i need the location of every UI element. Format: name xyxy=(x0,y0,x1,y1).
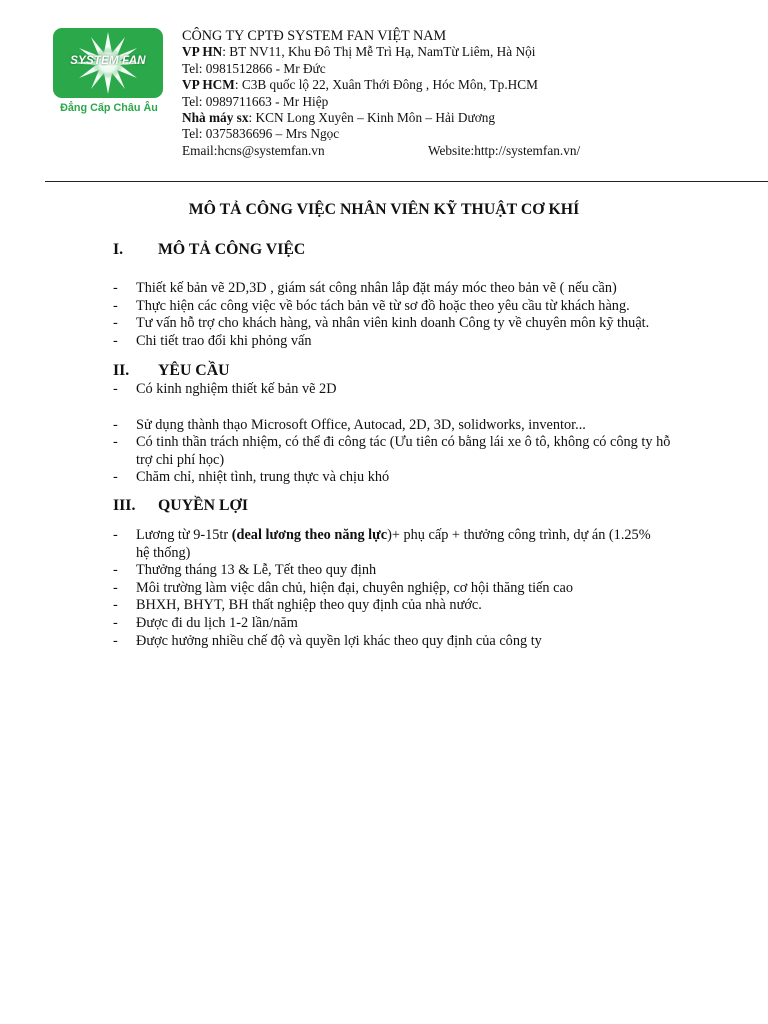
benefits-list xyxy=(113,527,688,650)
list-item-text: Có tinh thần trách nhiệm, có thể đi công tác (Ưu tiên có bằng lái xe ô tô, không có công ty hỗ trợ chi phí học) xyxy=(136,434,671,468)
bullet-dash: - xyxy=(113,315,118,332)
section-number: III. xyxy=(113,497,136,514)
vp-hcm-label: VP HCM xyxy=(182,77,235,93)
bullet-dash: - xyxy=(113,332,118,349)
list-item xyxy=(113,633,688,651)
list-item xyxy=(113,469,688,487)
bullet-dash: - xyxy=(113,416,118,433)
section-heading-benefits xyxy=(113,497,248,515)
list-item xyxy=(113,615,688,633)
list-item xyxy=(113,315,688,333)
requirements-list xyxy=(113,381,688,487)
list-item-text: Tư vấn hỗ trợ cho khách hàng, và nhân viên kinh doanh Công ty về chuyên môn kỹ thuật. xyxy=(136,315,650,332)
salary-prefix: Lương từ 9-15tr xyxy=(136,527,232,543)
document-title xyxy=(0,201,768,219)
bullet-dash: - xyxy=(113,297,118,314)
section-number: II. xyxy=(113,362,130,379)
bullet-dash: - xyxy=(113,614,118,631)
list-item-text: Thực hiện các công việc về bóc tách bản vẽ từ sơ đồ hoặc theo yêu cầu từ khách hàng. xyxy=(136,297,630,314)
vp-hn-line xyxy=(182,44,538,60)
list-item-text: Thưởng tháng 13 & Lễ, Tết theo quy định xyxy=(136,562,377,579)
list-item-text: Chăm chỉ, nhiệt tình, trung thực và chịu khó xyxy=(136,469,390,486)
bullet-dash: - xyxy=(113,434,118,451)
bullet-dash: - xyxy=(113,527,118,543)
section-title: QUYỀN LỢI xyxy=(158,497,248,514)
list-item xyxy=(113,562,688,580)
logo-badge xyxy=(53,28,163,98)
vp-hcm-address: : C3B quốc lộ 22, Xuân Thới Đông , Hóc Môn, Tp.HCM xyxy=(234,77,538,93)
vp-hcm-line xyxy=(182,77,538,93)
list-item xyxy=(113,417,688,435)
list-item-text: Có kinh nghiệm thiết kế bản vẽ 2D xyxy=(136,381,337,397)
list-item xyxy=(113,580,688,598)
list-item xyxy=(113,298,688,316)
website-text: Website:http://systemfan.vn/ xyxy=(428,142,581,158)
salary-suffix: )+ phụ cấp + thưởng công trình, dự án (1.25% hệ thống) xyxy=(136,527,651,561)
list-item-text: Được hưởng nhiều chế độ và quyền lợi khác theo quy định của công ty xyxy=(136,632,542,649)
document-title-text: MÔ TẢ CÔNG VIỆC NHÂN VIÊN KỸ THUẬT CƠ KHÍ xyxy=(188,201,580,218)
email-text: Email:hcns@systemfan.vn xyxy=(182,142,325,158)
list-item xyxy=(113,280,688,298)
vp-hn-address: : BT NV11, Khu Đô Thị Mễ Trì Hạ, NamTừ Liêm, Hà Nội xyxy=(222,44,536,60)
company-logo xyxy=(53,28,165,118)
factory-label: Nhà máy sx xyxy=(182,109,249,125)
bullet-dash: - xyxy=(113,469,118,486)
list-item-text: Sử dụng thành thạo Microsoft Office, Autocad, 2D, 3D, solidworks, inventor... xyxy=(136,416,586,433)
list-item xyxy=(113,381,688,399)
logo-tagline: Đẳng Cấp Châu Âu xyxy=(60,102,158,114)
list-item xyxy=(113,597,688,615)
list-item-text: Được đi du lịch 1-2 lần/năm xyxy=(136,614,298,631)
list-item-text: Thiết kế bản vẽ 2D,3D , giám sát công nhân lắp đặt máy móc theo bản vẽ ( nếu cần) xyxy=(136,280,617,296)
logo-name: SYSTEM FAN xyxy=(70,55,146,67)
bullet-dash: - xyxy=(113,280,118,296)
contact-line xyxy=(182,142,581,159)
list-item xyxy=(113,527,656,562)
bullet-dash: - xyxy=(113,562,118,579)
list-item-text: Chi tiết trao đổi khi phỏng vấn xyxy=(136,332,312,349)
section-title: MÔ TẢ CÔNG VIỆC xyxy=(158,241,306,258)
factory-line xyxy=(182,110,538,126)
bullet-dash: - xyxy=(113,381,118,397)
list-item xyxy=(113,333,688,351)
header-divider xyxy=(45,181,768,182)
company-title: CÔNG TY CPTĐ SYSTEM FAN VIỆT NAM xyxy=(182,28,447,44)
section-title: YÊU CẦU xyxy=(158,362,230,379)
list-item xyxy=(113,434,676,469)
bullet-dash: - xyxy=(113,597,118,614)
bullet-dash: - xyxy=(113,632,118,649)
factory-tel: Tel: 0375836696 – Mrs Ngọc xyxy=(182,126,340,142)
spacer xyxy=(113,399,688,417)
factory-address: : KCN Long Xuyên – Kinh Môn – Hải Dương xyxy=(248,109,496,125)
list-item-text: BHXH, BHYT, BH thất nghiệp theo quy định của nhà nước. xyxy=(136,597,482,614)
section-number: I. xyxy=(113,241,124,258)
list-item-text: Môi trường làm việc dân chủ, hiện đại, chuyên nghiệp, cơ hội thăng tiến cao xyxy=(136,579,573,596)
section-heading-job-description xyxy=(113,241,305,259)
vp-hn-label: VP HN xyxy=(182,44,223,60)
company-info xyxy=(182,28,581,159)
vp-hn-tel: Tel: 0981512866 - Mr Đức xyxy=(182,60,326,76)
section-heading-requirements xyxy=(113,362,230,380)
salary-bold: (deal lương theo năng lực xyxy=(231,527,388,543)
job-description-list xyxy=(113,280,688,350)
vp-hcm-tel: Tel: 0989711663 - Mr Hiệp xyxy=(182,93,329,109)
bullet-dash: - xyxy=(113,579,118,596)
